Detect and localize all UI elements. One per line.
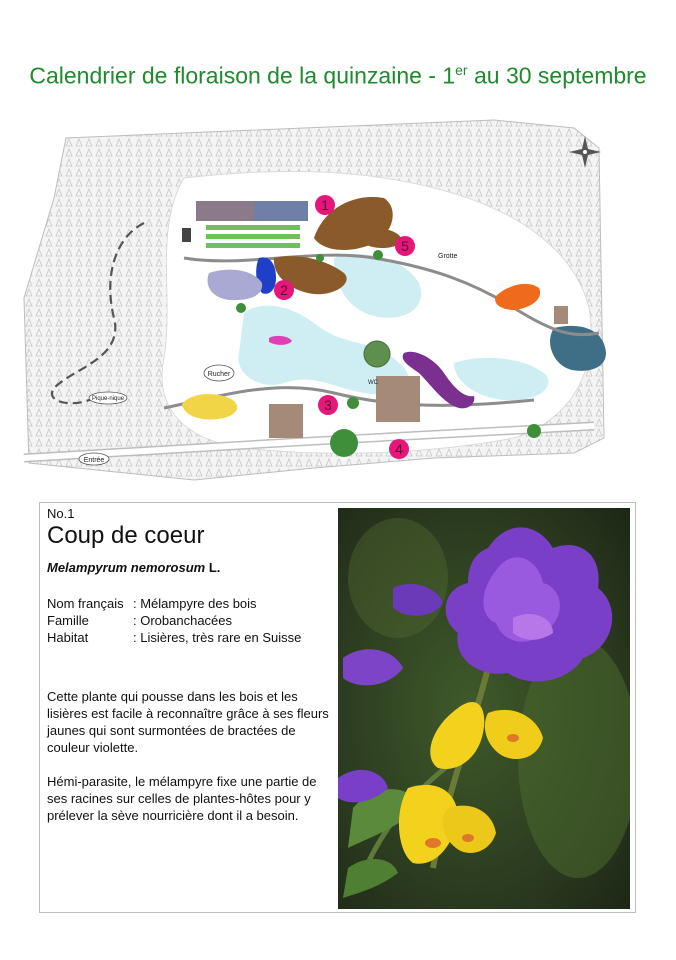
greenhouse-roof-right (254, 201, 308, 221)
title-main: Calendrier de floraison de la quinzaine - 1 (29, 62, 456, 89)
svg-text:1: 1 (321, 197, 329, 213)
fact-label: Famille (47, 613, 89, 628)
title-superscript: er (455, 62, 468, 78)
label-grotte (438, 253, 458, 260)
plant-card (39, 502, 636, 913)
label-entree (79, 453, 109, 465)
fact-value: : Orobanchacées (133, 613, 233, 628)
fact-label: Nom français (47, 596, 124, 611)
svg-text:4: 4 (395, 441, 403, 457)
marker-3 (318, 395, 338, 415)
tree-small-5 (316, 254, 324, 262)
building-wc (376, 376, 420, 422)
description-paragraph: Cette plante qui pousse dans les bois et les lisières est facile à reconnaître grâce à ses fleurs jaunes qui sont surmontées de bractées de couleur violette. (47, 689, 329, 755)
marker-2 (274, 280, 294, 300)
label-wc (368, 380, 379, 386)
description-paragraph-2: Hémi-parasite, le mélampyre fixe une partie de ses racines sur celles de plantes-hôtes pour y prélever la sève nourricière dont il a besoin. (47, 774, 317, 823)
plant-photo (338, 508, 630, 909)
plant-common-title: Coup de coeur (47, 522, 205, 549)
plant-facts (47, 595, 337, 646)
marker-1 (315, 195, 335, 215)
title-tail: au 30 septembre (467, 62, 647, 89)
tree-lower (330, 429, 358, 457)
fact-value: : Lisières, très rare en Suisse (133, 630, 302, 645)
svg-text:5: 5 (401, 238, 409, 254)
latin-species: Melampyrum nemorosum (47, 560, 206, 575)
svg-text:Pique-nique: Pique-nique (91, 396, 125, 402)
fact-row (47, 595, 337, 612)
fact-row (47, 612, 337, 629)
tree-small-2 (373, 250, 383, 260)
tree-small-3 (347, 397, 359, 409)
svg-text:Grotte: Grotte (438, 253, 458, 260)
page-title (0, 62, 676, 90)
svg-text:3: 3 (324, 397, 332, 413)
fact-value: : Mélampyre des bois (133, 596, 257, 611)
greenhouse-beds (206, 225, 300, 248)
plant-number: No.1 (47, 506, 75, 521)
plant-card-text (47, 507, 337, 824)
svg-text:2: 2 (280, 282, 288, 298)
marker-4 (389, 439, 409, 459)
garden-map (14, 108, 664, 503)
tree-large (364, 341, 390, 367)
fact-row (47, 629, 337, 646)
shed (182, 228, 191, 242)
tree-small-4 (527, 424, 541, 438)
svg-text:Rucher: Rucher (207, 371, 231, 378)
tree-small-1 (236, 303, 246, 313)
label-rucher (204, 365, 234, 381)
svg-text:Entrée: Entrée (83, 457, 105, 464)
label-pique-nique (89, 392, 127, 404)
marker-5 (395, 236, 415, 256)
svg-text:WC: WC (368, 380, 378, 386)
fact-label: Habitat (47, 630, 89, 645)
building-right (554, 306, 568, 324)
plant-latin-name (47, 560, 337, 575)
building-lower (269, 404, 303, 438)
latin-author: L. (205, 560, 221, 575)
